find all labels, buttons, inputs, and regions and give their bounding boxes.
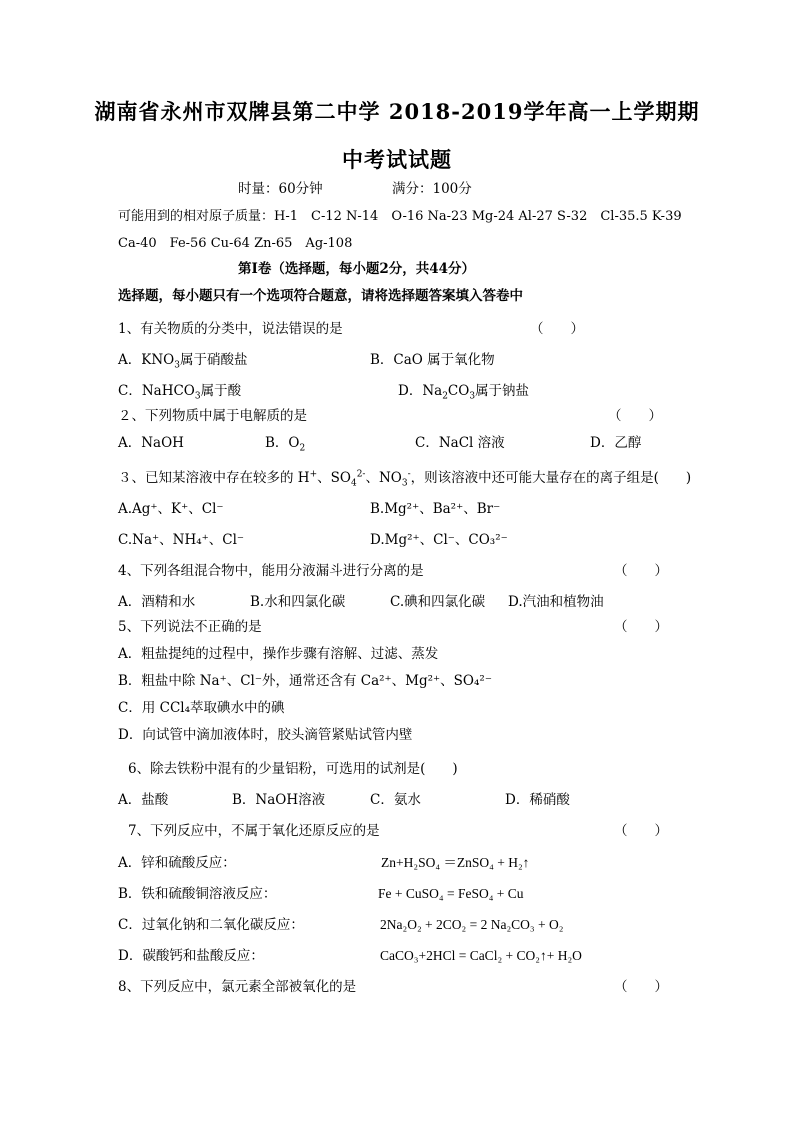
q6-option-d: D．稀硝酸 (505, 792, 570, 808)
section-instruction: 选择题，每小题只有一个选项符合题意，请将选择题答案填入答卷中 (118, 288, 523, 304)
q3-option-b: B.Mg²⁺、Ba²⁺、Br⁻ (370, 501, 501, 517)
q8-stem: 8、下列反应中，氯元素全部被氧化的是 (118, 979, 357, 995)
q2-option-c: C．NaCl 溶液 (415, 435, 505, 451)
title-line-1: 湖南省永州市双牌县第二中学 2018-2019学年高一上学期期 (94, 99, 700, 124)
section-header (238, 260, 475, 278)
q3-stem: ３、已知某溶液中存在较多的 H+、$SO_4^{2-}$、$NO_3^-$，则该溶液中还可能大量存在的离子组是( ) (118, 469, 692, 489)
title-line-2: 中考试试题 (342, 147, 452, 172)
q7-option-d-equation: CaCO₃+2HCl = CaCl₂ + CO₂↑+ H₂O (380, 948, 582, 963)
q4-option-c: C.碘和四氯化碳 (390, 594, 486, 610)
q5-option-c: C．用 CCl₄萃取碘水中的碘 (118, 700, 285, 716)
q1-answer-paren: （ ） (530, 321, 584, 337)
exam-time: 时量：60分钟 (238, 181, 323, 197)
q3-option-d: D.Mg²⁺、Cl⁻、CO₃²⁻ (370, 532, 508, 548)
q4-option-d: D.汽油和植物油 (508, 594, 604, 610)
atomic-mass-line-1: 可能用到的相对原子质量：H-1 C-12 N-14 O-16 Na-23 Mg-24 Al-27 S-32 Cl-35.5 K-39 (118, 209, 682, 224)
q7-option-d: D．碳酸钙和盐酸反应： (118, 948, 264, 964)
q2-answer-paren: （ ） (608, 408, 662, 424)
q7-option-b: B．铁和硫酸铜溶液反应： (118, 886, 277, 902)
q4-option-b: B.水和四氯化碳 (250, 594, 346, 610)
q7-option-a: A．锌和硫酸反应： (118, 855, 236, 871)
q7-answer-paren: （ ） (614, 823, 668, 839)
q5-option-d: D．向试管中滴加液体时，胶头滴管紧贴试管内壁 (118, 727, 413, 743)
q6-option-c: C．氨水 (370, 792, 421, 808)
q2-stem: ２、下列物质中属于电解质的是 (118, 408, 307, 424)
q7-option-c-equation: 2Na₂O₂ + 2CO₂ = 2 Na₂CO₃ + O₂ (380, 917, 564, 932)
q1-option-b: B．CaO 属于氧化物 (370, 352, 495, 368)
q8-answer-paren: （ ） (614, 979, 668, 995)
q1-option-a: A．$KNO_3$属于硝酸盐 (118, 352, 248, 371)
q1-stem: 1、有关物质的分类中，说法错误的是 (118, 321, 343, 337)
q3-option-c: C.Na⁺、NH₄⁺、Cl⁻ (118, 532, 245, 548)
q4-stem: 4、下列各组混合物中，能用分液漏斗进行分离的是 (118, 563, 424, 579)
q3-option-a: A.Ag⁺、K⁺、Cl⁻ (118, 501, 224, 517)
q7-option-b-equation: Fe + CuSO₄ = FeSO₄ + Cu (378, 886, 524, 901)
q5-answer-paren: （ ） (614, 619, 668, 635)
section-header-text: 第Ⅰ卷（选择题，每小题2分，共44分） (238, 261, 475, 277)
q1-option-c: C．NaHCO$_3$属于酸 (118, 383, 242, 402)
q6-option-b: B．NaOH溶液 (232, 792, 326, 808)
q4-option-a: A．酒精和水 (118, 594, 196, 610)
q7-option-c: C．过氧化钠和二氧化碳反应： (118, 917, 304, 933)
q7-option-a-equation: Zn+H₂SO₄ ＝ZnSO₄ + H₂↑ (381, 855, 530, 870)
q2-option-a: A．NaOH (118, 435, 184, 451)
q6-stem: 6、除去铁粉中混有的少量铝粉，可选用的试剂是( ) (128, 761, 458, 777)
q1-option-d: D．$Na_2CO_3$属于钠盐 (398, 383, 530, 402)
q5-option-b: B．粗盐中除 Na⁺、Cl⁻外，通常还含有 Ca²⁺、Mg²⁺、SO₄²⁻ (118, 673, 492, 689)
q7-stem: 7、下列反应中，不属于氧化还原反应的是 (128, 823, 380, 839)
q2-option-d: D．乙醇 (590, 435, 642, 451)
exam-score: 满分：100分 (392, 181, 472, 197)
q5-stem: 5、下列说法不正确的是 (118, 619, 262, 635)
q2-option-b: B．$O_2$ (265, 435, 306, 454)
q6-option-a: A．盐酸 (118, 792, 169, 808)
atomic-mass-line-2: Ca-40 Fe-56 Cu-64 Zn-65 Ag-108 (118, 236, 353, 251)
q5-option-a: A．粗盐提纯的过程中，操作步骤有溶解、过滤、蒸发 (118, 646, 439, 662)
q4-answer-paren: （ ） (614, 563, 668, 579)
